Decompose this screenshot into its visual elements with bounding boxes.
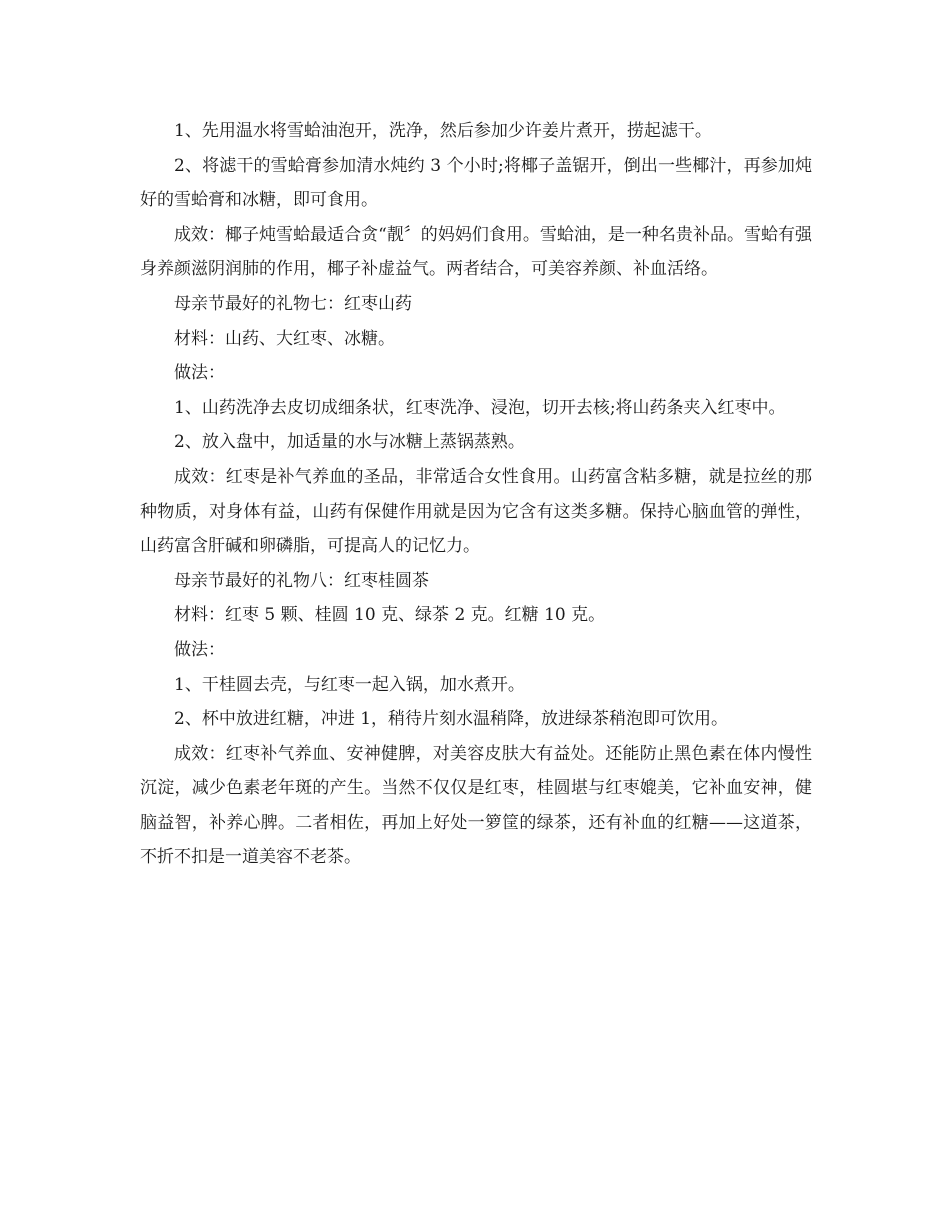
paragraph-effect-jujube-yam: 成效：红枣是补气养血的圣品，非常适合女性食用。山药富含粘多糖，就是拉丝的那种物质，对身体有益，山药有保健作用就是因为它含有这类多糖。保持心脑血管的弹性，山药富含肝碱和卵磷脂，可提高人的记忆力。 xyxy=(140,466,812,557)
paragraph-effect-coconut: 成效：椰子炖雪蛤最适合贪“靓〞的妈妈们食用。雪蛤油，是一种名贵补品。雪蛤有强身养颜滋阴润肺的作用，椰子补虚益气。两者结合，可美容养颜、补血活络。 xyxy=(140,224,812,280)
document-body xyxy=(140,114,812,875)
paragraph-step-1-longan: 1、干桂圆去壳，与红枣一起入锅，加水煮开。 xyxy=(174,674,525,695)
section-heading-gift-eight: 母亲节最好的礼物八：红枣桂圆茶 xyxy=(174,570,429,591)
paragraph-step-2-steam: 2、放入盘中，加适量的水与冰糖上蒸锅蒸熟。 xyxy=(174,432,525,453)
paragraph-step-1-soak: 1、先用温水将雪蛤油泡开，洗净，然后参加少许姜片煮开，捞起滤干。 xyxy=(174,121,712,141)
paragraph-step-2-stew: 2、将滤干的雪蛤膏参加清水炖约 3 个小时;将椰子盖锯开，倒出一些椰汁，再参加炖好的雪蛤膏和冰糖，即可食用。 xyxy=(140,155,812,211)
paragraph-effect-tea: 成效：红枣补气养血、安神健脾，对美容皮肤大有益处。还能防止黑色素在体内慢性沉淀，减少色素老年斑的产生。当然不仅仅是红枣，桂圆堪与红枣媲美，它补血安神，健脑益智，补养心脾。二者相佐，再加上好处一箩筐的绿茶，还有补血的红糖——这道茶，不折不扣是一道美容不老茶。 xyxy=(140,743,812,868)
paragraph-method-label-eight: 做法： xyxy=(174,639,225,660)
paragraph-step-1-yam: 1、山药洗净去皮切成细条状，红枣洗净、浸泡，切开去核;将山药条夹入红枣中。 xyxy=(174,397,786,418)
paragraph-method-label-seven: 做法： xyxy=(174,363,225,384)
paragraph-ingredients-eight: 材料：红枣 5 颗、桂圆 10 克、绿茶 2 克。红糖 10 克。 xyxy=(174,605,606,626)
paragraph-ingredients-seven: 材料：山药、大红枣、冰糖。 xyxy=(174,328,395,349)
paragraph-step-2-brew: 2、杯中放进红糖，冲进 1，稍待片刻水温稍降，放进绿茶稍泡即可饮用。 xyxy=(174,709,729,730)
section-heading-gift-seven: 母亲节最好的礼物七：红枣山药 xyxy=(174,293,412,314)
